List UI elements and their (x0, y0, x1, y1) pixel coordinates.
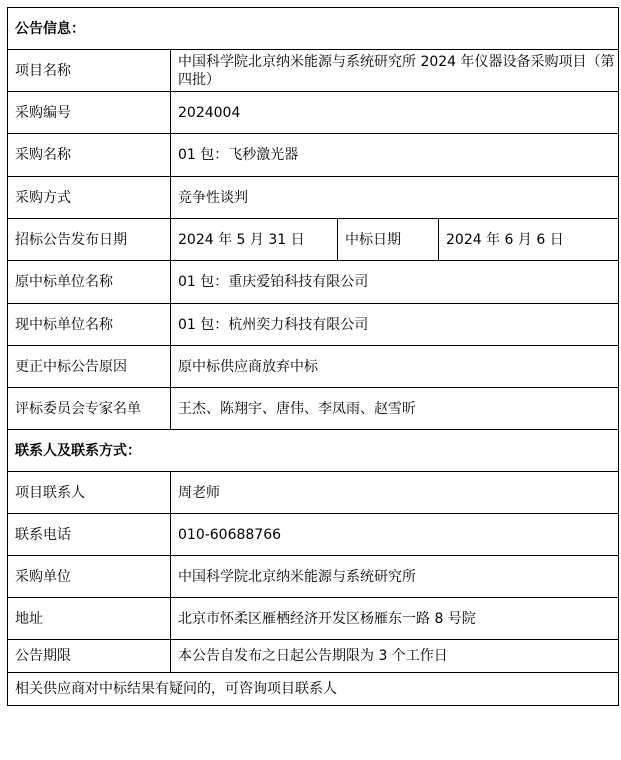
period-label: 公告期限 (8, 640, 171, 673)
notice-table (7, 7, 619, 706)
purchase-number-value: 2024004 (171, 92, 619, 134)
period-value: 本公告自发布之日起公告期限为 3 个工作日 (171, 640, 619, 673)
purchase-item-row (8, 134, 619, 177)
address-label: 地址 (8, 598, 171, 640)
original-winner-value: 01 包：重庆爱铂科技有限公司 (171, 261, 619, 304)
current-winner-value: 01 包：杭州奕力科技有限公司 (171, 304, 619, 346)
phone-row (8, 514, 619, 556)
current-winner-row (8, 304, 619, 346)
purchaser-row (8, 556, 619, 598)
contact-person-label: 项目联系人 (8, 472, 171, 514)
award-date-value: 2024 年 6 月 6 日 (439, 219, 619, 261)
section-contact-title: 联系人及联系方式： (8, 430, 619, 472)
correction-reason-label: 更正中标公告原因 (8, 346, 171, 388)
purchase-method-row (8, 177, 619, 219)
original-winner-label: 原中标单位名称 (8, 261, 171, 304)
original-winner-row (8, 261, 619, 304)
address-value: 北京市怀柔区雁栖经济开发区杨雁东一路 8 号院 (171, 598, 619, 640)
committee-row (8, 388, 619, 430)
purchase-method-label: 采购方式 (8, 177, 171, 219)
purchase-method-value: 竞争性谈判 (171, 177, 619, 219)
purchaser-value: 中国科学院北京纳米能源与系统研究所 (171, 556, 619, 598)
contact-person-value: 周老师 (171, 472, 619, 514)
contact-person-row (8, 472, 619, 514)
publish-date-label: 招标公告发布日期 (8, 219, 171, 261)
committee-value: 王杰、陈翔宇、唐伟、李凤雨、赵雪昕 (171, 388, 619, 430)
correction-reason-value: 原中标供应商放弃中标 (171, 346, 619, 388)
address-row (8, 598, 619, 640)
purchase-item-label: 采购名称 (8, 134, 171, 177)
current-winner-label: 现中标单位名称 (8, 304, 171, 346)
correction-reason-row (8, 346, 619, 388)
purchase-number-label: 采购编号 (8, 92, 171, 134)
project-name-row (8, 50, 619, 92)
purchase-number-row (8, 92, 619, 134)
project-name-label: 项目名称 (8, 50, 171, 92)
purchaser-label: 采购单位 (8, 556, 171, 598)
footer-note: 相关供应商对中标结果有疑问的，可咨询项目联系人 (8, 673, 619, 706)
award-date-label: 中标日期 (338, 219, 439, 261)
period-row (8, 640, 619, 673)
phone-value: 010-60688766 (171, 514, 619, 556)
phone-label: 联系电话 (8, 514, 171, 556)
committee-label: 评标委员会专家名单 (8, 388, 171, 430)
footer-note-row (8, 673, 619, 706)
section-contact-row (8, 430, 619, 472)
publish-date-value: 2024 年 5 月 31 日 (171, 219, 338, 261)
section-announcement-row (8, 8, 619, 50)
dates-row (8, 219, 619, 261)
section-announcement-title: 公告信息： (8, 8, 619, 50)
project-name-value: 中国科学院北京纳米能源与系统研究所 2024 年仪器设备采购项目（第四批） (171, 50, 619, 92)
purchase-item-value: 01 包：飞秒激光器 (171, 134, 619, 177)
